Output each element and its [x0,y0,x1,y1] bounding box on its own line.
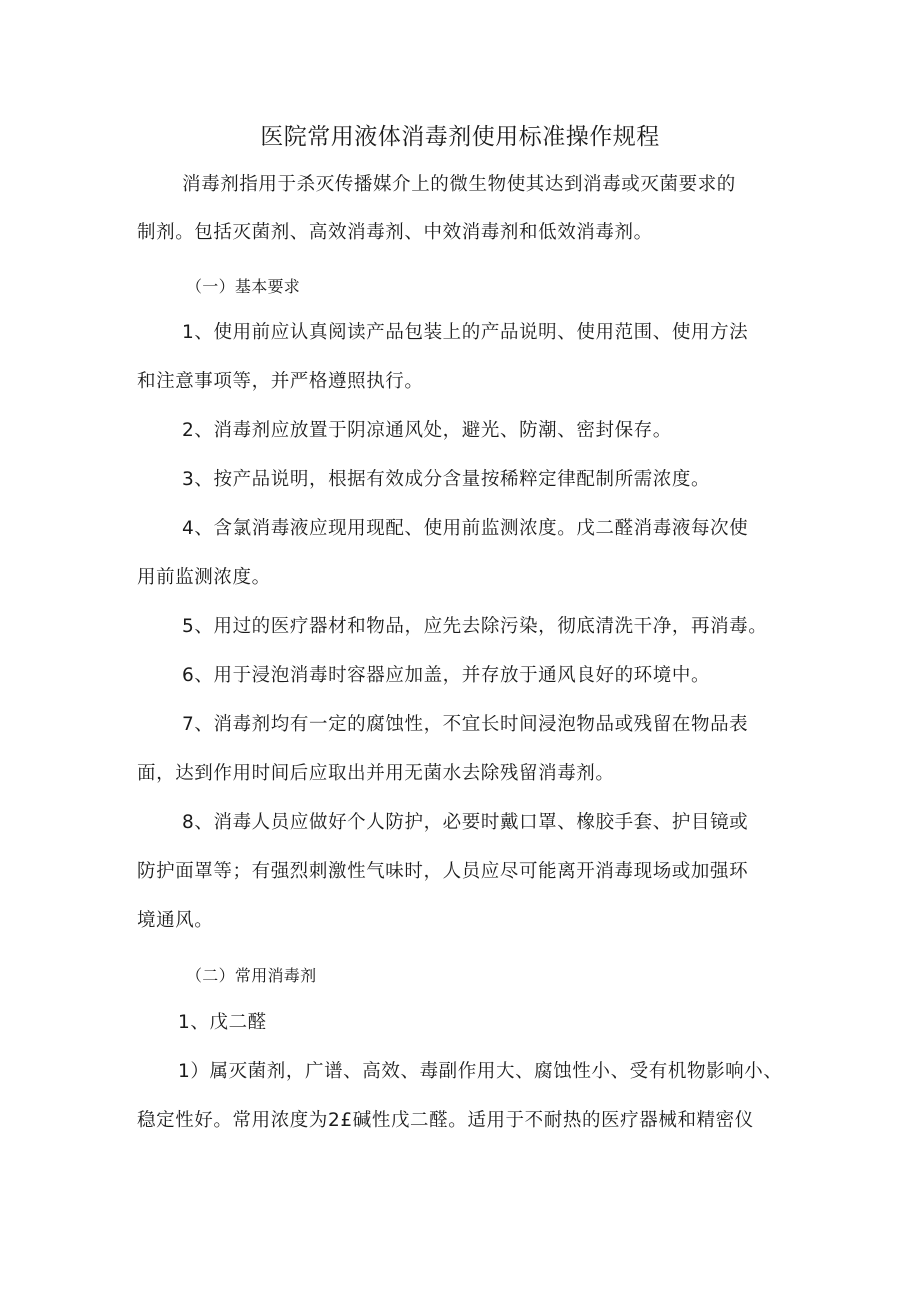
intro-line: 制剂。包括灭菌剂、高效消毒剂、中效消毒剂和低效消毒剂。 [137,222,653,243]
paragraph-line: 6、用于浸泡消毒时容器应加盖，并存放于通风良好的环境中。 [182,665,711,686]
document-title: 医院常用液体消毒剂使用标准操作规程 [260,124,660,150]
paragraph-line: 5、用过的医疗器材和物品，应先去除污染，彻底清洗干净，再消毒。 [182,616,768,637]
paragraph-line: 1、使用前应认真阅读产品包装上的产品说明、使用范围、使用方法 [182,322,749,343]
paragraph-line: 3、按产品说明，根据有效成分含量按稀粹定律配制所需浓度。 [182,469,711,490]
paragraph-line: 用前监测浓度。 [137,567,271,588]
paragraph-line: 1）属灭菌剂，广谱、高效、毒副作用大、腐蚀性小、受有机物影响小、 [178,1061,783,1082]
paragraph-line: 境通风。 [137,910,214,931]
paragraph-line: 2、消毒剂应放置于阴凉通风处，避光、防潮、密封保存。 [182,420,672,441]
intro-line: 消毒剂指用于杀灭传播媒介上的微生物使其达到消毒或灭菌要求的 [182,174,736,195]
paragraph-line: 1、戊二醛 [178,1012,267,1033]
paragraph-line: 8、消毒人员应做好个人防护，必要时戴口罩、橡胶手套、护目镜或 [182,812,749,833]
paragraph-line: 4、含氯消毒液应现用现配、使用前监测浓度。戊二醛消毒液每次使 [182,518,749,539]
paragraph-line: 7、消毒剂均有一定的腐蚀性，不宜长时间浸泡物品或残留在物品表 [182,714,749,735]
section-heading: （二）常用消毒剂 [186,966,317,985]
section-heading: （一）基本要求 [186,277,301,296]
paragraph-line: 防护面罩等；有强烈刺激性气味时，人员应尽可能离开消毒现场或加强环 [137,861,749,882]
paragraph-line: 和注意事项等，并严格遵照执行。 [137,371,424,392]
paragraph-line: 面，达到作用时间后应取出并用无菌水去除残留消毒剂。 [137,763,615,784]
paragraph-line: 稳定性好。常用浓度为2£碱性戊二醛。适用于不耐热的医疗器械和精密仪 [137,1110,754,1131]
